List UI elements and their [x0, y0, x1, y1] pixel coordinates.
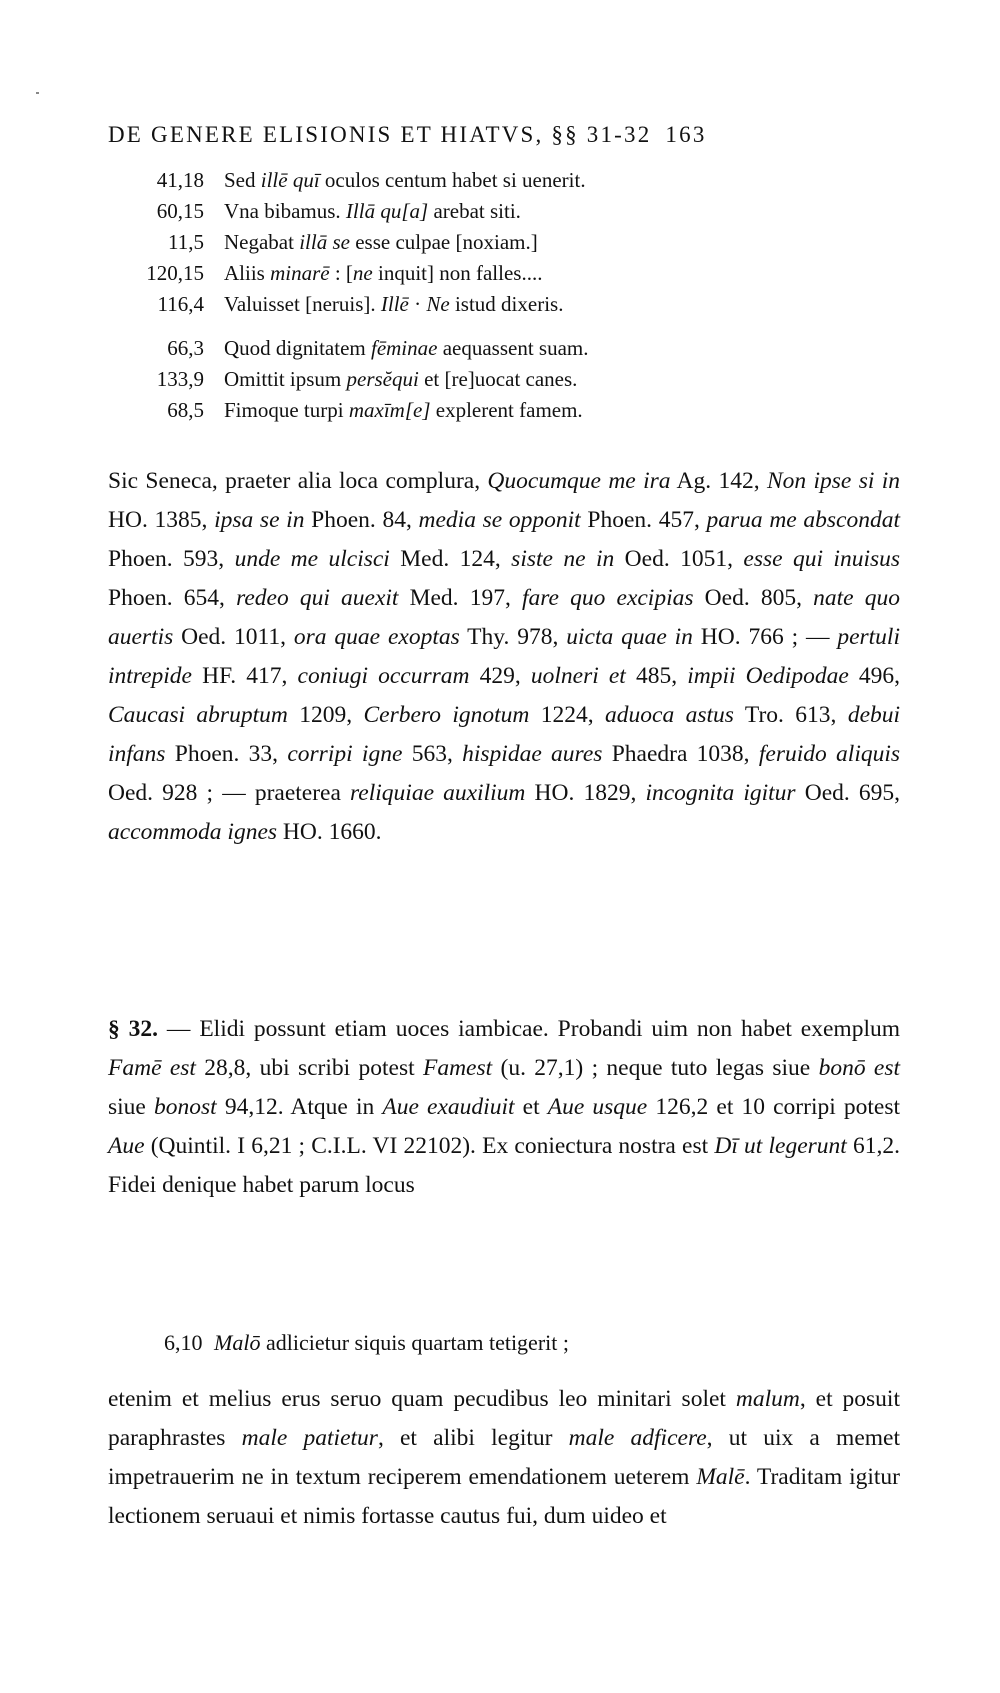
- italic-citation: Ne: [426, 292, 450, 316]
- text-run: HF. 417,: [191, 663, 298, 689]
- italic-citation: pertuli intrepide: [108, 624, 900, 689]
- italic-citation: feruido aliquis: [758, 741, 901, 767]
- section-number: § 32.: [108, 1016, 159, 1042]
- text-run: Sed: [224, 168, 261, 192]
- text-run: 429,: [469, 663, 531, 689]
- italic-citation: impii Oedipodae: [687, 663, 849, 689]
- italic-citation: qu[a]: [380, 199, 429, 223]
- italic-citation: uicta quae in: [566, 624, 693, 650]
- italic-citation: uolneri et: [530, 663, 626, 689]
- text-run: Tro. 613,: [733, 702, 848, 728]
- italic-citation: siste ne in: [511, 546, 615, 572]
- text-run: 1224,: [529, 702, 606, 728]
- italic-citation: Malē: [696, 1464, 745, 1490]
- italic-citation: incognita igitur: [645, 780, 796, 806]
- text-run: Oed. 805,: [693, 585, 814, 611]
- text-run: adlicietur siquis quartam tetigerit ;: [260, 1330, 569, 1355]
- italic-citation: ora quae exoptas: [293, 624, 460, 650]
- text-run: 496,: [848, 663, 901, 689]
- header-title: DE GENERE ELISIONIS ET HIATVS, §§ 31-32: [108, 122, 652, 147]
- italic-citation: Caucasi abruptum: [108, 702, 288, 728]
- italic-citation: Malō: [214, 1330, 261, 1355]
- quotation-line: [108, 292, 908, 323]
- text-run: istud dixeris.: [449, 292, 564, 316]
- italic-citation: Illā: [345, 199, 376, 223]
- quotation-line: [108, 261, 908, 292]
- quotation-text: [224, 292, 563, 317]
- text-run: : [: [329, 261, 353, 285]
- text-run: Med. 197,: [398, 585, 522, 611]
- text-run: Valuisset [neruis].: [224, 292, 381, 316]
- quotation-line: [108, 336, 908, 367]
- quotation-text: [224, 367, 577, 392]
- italic-citation: coniugi occurram: [297, 663, 470, 689]
- text-run: 1209,: [287, 702, 364, 728]
- italic-citation: Aue exaudiuit: [382, 1094, 515, 1120]
- text-run: Quod dignitatem: [224, 336, 371, 360]
- italic-citation: bonost: [154, 1094, 217, 1120]
- italic-citation: Cerbero ignotum: [363, 702, 530, 728]
- line-reference: 66,3: [167, 336, 204, 360]
- verse-quotation: [164, 1330, 569, 1356]
- italic-citation: reliquiae auxilium: [350, 780, 526, 806]
- text-run: . Traditam igitur lectionem seruaui et nimis fortasse cautus fui, dum uideo et: [108, 1464, 901, 1529]
- quotation-line: [108, 168, 908, 199]
- text-run: 94,12. Atque in: [216, 1094, 383, 1120]
- text-run: Thy. 978,: [459, 624, 567, 650]
- text-run: 563,: [402, 741, 463, 767]
- group-spacer: [108, 323, 908, 336]
- text-run: et [re]uocat canes.: [418, 367, 578, 391]
- italic-citation: illē quī: [260, 168, 320, 192]
- text-run: Fimoque turpi: [224, 398, 349, 422]
- text-run: Phaedra 1038,: [602, 741, 759, 767]
- italic-citation: fare quo excipias: [521, 585, 694, 611]
- text-run: 28,8, ubi scribi potest: [195, 1055, 423, 1081]
- quotation-line: [108, 230, 908, 261]
- text-run: oculos centum habet si uenerit.: [319, 168, 586, 192]
- italic-citation: ne: [352, 261, 373, 285]
- italic-citation: male patietur: [241, 1425, 378, 1451]
- italic-citation: redeo qui auexit: [236, 585, 399, 611]
- text-run: — Elidi possunt etiam uoces iambicae. Probandi uim non habet exemplum: [158, 1016, 901, 1042]
- italic-citation: bonō est: [818, 1055, 900, 1081]
- text-run: esse culpae [noxiam.]: [349, 230, 538, 254]
- italic-citation: media se opponit: [418, 507, 581, 533]
- italic-citation: nate quo auertis: [108, 585, 900, 650]
- text-run: Phoen. 84,: [304, 507, 419, 533]
- quotation-text: [224, 199, 521, 224]
- text-run: HO. 1829,: [525, 780, 646, 806]
- italic-citation: Dī ut legerunt: [714, 1133, 847, 1159]
- scan-speck: [36, 92, 39, 94]
- text-run: Phoen. 457,: [580, 507, 707, 533]
- italic-citation: accommoda ignes: [108, 819, 278, 845]
- quotation-text: [224, 168, 586, 193]
- quotation-line: [108, 398, 908, 429]
- text-run: siue: [108, 1094, 154, 1120]
- italic-citation: ipsa se in: [214, 507, 305, 533]
- text-run: ·: [408, 292, 427, 316]
- italic-citation: parua me abscondat: [706, 507, 901, 533]
- text-run: Omittit ipsum: [224, 367, 347, 391]
- text-run: 61,2. Fidei denique habet parum locus: [108, 1133, 900, 1198]
- quotation-list: [108, 168, 908, 429]
- italic-citation: Quocumque me ira: [487, 468, 671, 494]
- text-run: et: [514, 1094, 548, 1120]
- paragraph-seneca: [108, 462, 900, 852]
- text-run: (u. 27,1) ; neque tuto legas siue: [492, 1055, 819, 1081]
- italic-citation: Illē: [380, 292, 409, 316]
- line-reference: 41,18: [156, 168, 204, 192]
- italic-citation: Non ipse si in: [766, 468, 900, 494]
- italic-citation: fēminae: [370, 336, 438, 360]
- text-run: HO. 1660.: [277, 819, 382, 845]
- text-run: 485,: [625, 663, 688, 689]
- text-run: Phoen. 33,: [165, 741, 288, 767]
- paragraph-continuation: [108, 1380, 900, 1536]
- text-run: Aliis: [224, 261, 271, 285]
- italic-citation: minarē: [270, 261, 330, 285]
- text-run: Phoen. 593,: [108, 546, 235, 572]
- italic-citation: Famest: [422, 1055, 493, 1081]
- paragraph-section-32: [108, 1010, 900, 1205]
- text-run: Vna bibamus.: [224, 199, 346, 223]
- text-run: etenim et melius erus seruo quam pecudibus leo minitari solet: [108, 1386, 736, 1412]
- italic-citation: hispidae aures: [462, 741, 603, 767]
- line-reference: 120,15: [146, 261, 204, 285]
- text-run: Oed. 928 ; — praeterea: [108, 780, 351, 806]
- line-reference: 60,15: [156, 199, 204, 223]
- text-run: , et alibi legitur: [377, 1425, 569, 1451]
- running-header: [108, 122, 908, 148]
- italic-citation: corripi igne: [287, 741, 403, 767]
- text-run: , ut uix a memet impetrauerim ne in textum reciperem emendationem ueterem: [108, 1425, 900, 1490]
- page-number: 163: [665, 122, 707, 147]
- line-reference: 11,5: [168, 230, 204, 254]
- italic-citation: Famē est: [108, 1055, 196, 1081]
- text-run: Phoen. 654,: [108, 585, 237, 611]
- text-run: Med. 124,: [389, 546, 512, 572]
- italic-citation: illā se: [299, 230, 350, 254]
- italic-citation: Aue: [108, 1133, 145, 1159]
- italic-citation: unde me ulcisci: [234, 546, 390, 572]
- line-reference: 68,5: [167, 398, 204, 422]
- quotation-text: [224, 230, 538, 255]
- text-run: (Quintil. I 6,21 ; C.I.L. VI 22102). Ex coniectura nostra est: [144, 1133, 715, 1159]
- italic-citation: persĕqui: [346, 367, 419, 391]
- text-run: Oed. 1051,: [614, 546, 744, 572]
- italic-citation: debui infans: [108, 702, 901, 767]
- italic-citation: Aue usque: [547, 1094, 648, 1120]
- italic-citation: aduoca astus: [605, 702, 734, 728]
- line-reference: 116,4: [157, 292, 204, 316]
- quotation-text: [224, 261, 542, 286]
- quotation-text: [224, 398, 583, 423]
- text-run: inquit] non falles....: [372, 261, 543, 285]
- quotation-text: [224, 336, 589, 361]
- line-reference: 133,9: [156, 367, 204, 391]
- text-run: HO. 766 ; —: [692, 624, 838, 650]
- text-run: Sic Seneca, praeter alia loca complura,: [108, 468, 488, 494]
- text-run: 126,2 et 10 corripi potest: [647, 1094, 901, 1120]
- italic-citation: maxīm[e]: [348, 398, 431, 422]
- text-run: HO. 1385,: [108, 507, 215, 533]
- italic-citation: malum: [735, 1386, 800, 1412]
- text-run: Oed. 695,: [795, 780, 901, 806]
- italic-citation: male adficere: [568, 1425, 707, 1451]
- quotation-line: [108, 367, 908, 398]
- italic-citation: esse qui inuisus: [743, 546, 901, 572]
- text-run: , et posuit paraphrastes: [108, 1386, 900, 1451]
- text-run: aequassent suam.: [437, 336, 589, 360]
- text-run: explerent famem.: [430, 398, 583, 422]
- verse-ref: 6,10: [164, 1330, 203, 1355]
- text-run: Oed. 1011,: [173, 624, 294, 650]
- text-run: Negabat: [224, 230, 300, 254]
- text-run: arebat siti.: [428, 199, 521, 223]
- text-run: Ag. 142,: [670, 468, 767, 494]
- quotation-line: [108, 199, 908, 230]
- verse-text: [214, 1330, 569, 1355]
